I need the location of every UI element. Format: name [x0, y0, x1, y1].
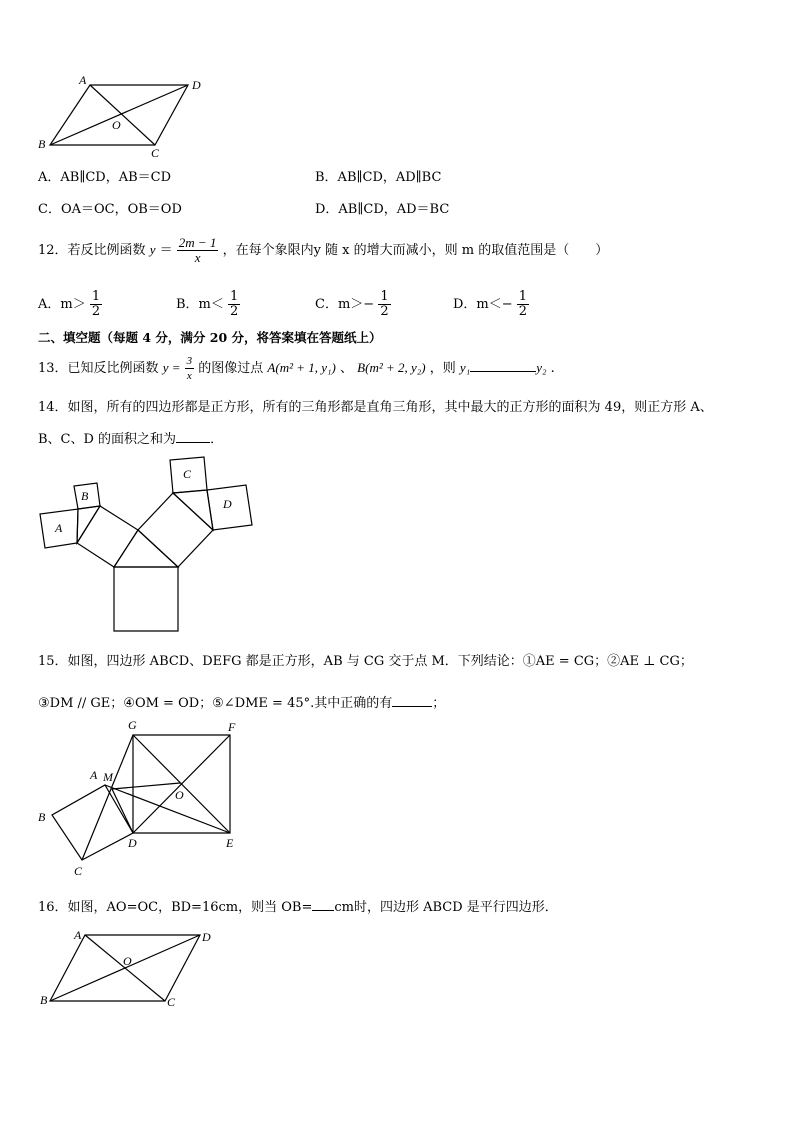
parallelogram-figure-q16	[30, 925, 230, 1010]
q14-line2	[38, 428, 223, 447]
q15-line2	[38, 692, 445, 711]
q12-option-b-label: B．m＜	[176, 297, 224, 312]
q13-question	[38, 354, 555, 383]
q12-option-b-den: 2	[230, 304, 239, 319]
q12-numerator: 2m − 1	[178, 235, 217, 250]
q12-option-c-label: C．m＞−	[315, 297, 375, 312]
q12-option-d	[453, 290, 529, 319]
q11-option-b: B．AB∥CD，AD∥BC	[315, 170, 442, 185]
label-D: D	[128, 836, 137, 850]
label-O: O	[175, 788, 184, 802]
label-F: F	[228, 720, 236, 734]
q13-then: ，则	[429, 361, 456, 376]
label-B: B	[38, 137, 46, 151]
q12-option-c-num: 1	[380, 289, 389, 304]
q12-option-a-den: 2	[91, 304, 101, 319]
q12-prefix: 12．若反比例函数	[38, 243, 146, 258]
q11-option-a: A．AB∥CD，AB＝CD	[38, 170, 172, 185]
q12-option-b	[176, 290, 240, 319]
label-O: O	[112, 118, 121, 132]
label-A: A	[90, 768, 98, 782]
q16-question	[38, 896, 558, 915]
parallelogram-figure-top	[30, 70, 220, 165]
squares-figure	[30, 715, 250, 890]
q12-option-b-num: 1	[230, 289, 239, 304]
q13-y2: y₂	[536, 360, 547, 375]
label-D: D	[202, 930, 211, 944]
label-C: C	[74, 864, 83, 878]
q16-post: cm时，四边形 ABCD 是平行四边形．	[334, 900, 558, 915]
q13-prefix: 13．已知反比例函数	[38, 361, 159, 376]
q15-line2-post: ；	[432, 696, 446, 711]
label-B: B	[81, 489, 89, 503]
q12-option-c-den: 2	[380, 304, 389, 319]
q13-answer-blank[interactable]	[470, 371, 536, 372]
q16-answer-blank[interactable]	[312, 910, 334, 911]
q12-option-d-den: 2	[518, 304, 528, 319]
q12-option-a-label: A．m＞	[38, 297, 86, 312]
q12-suffix: ，在每个象限内y 随 x 的增大而减小，则 m 的取值范围是（ ）	[222, 243, 609, 258]
label-E: E	[226, 836, 234, 850]
q13-mid: 的图像过点	[198, 361, 264, 376]
q13-sep: 、	[340, 361, 354, 376]
q13-den: x	[186, 370, 192, 382]
q12-y: y	[149, 242, 156, 257]
label-G: G	[128, 718, 137, 732]
q13-end: .	[550, 361, 555, 376]
q13-y1: y₁	[459, 360, 471, 375]
q14-answer-blank[interactable]	[176, 442, 210, 443]
q12-option-d-label: D．m＜−	[453, 297, 513, 312]
label-A: A	[79, 73, 87, 87]
label-D: D	[192, 78, 201, 92]
label-D: D	[223, 497, 232, 511]
label-B: B	[40, 993, 48, 1007]
q14-line2-post: ．	[210, 432, 224, 447]
label-C: C	[167, 995, 176, 1009]
pythagoras-tree-figure	[30, 450, 270, 640]
q12-option-a-num: 1	[91, 289, 101, 304]
q13-num: 3	[186, 355, 193, 367]
q15-line1: 15．如图，四边形 ABCD、DEFG 都是正方形，AB 与 CG 交于点 M．下列结论：①AE = CG；②AE ⊥ CG；	[38, 654, 693, 669]
q11-option-c: C．OA＝OC，OB＝OD	[38, 202, 182, 217]
q13-point-a: A(m² + 1, y₁)	[267, 360, 336, 375]
label-A: A	[55, 521, 63, 535]
q12-option-a	[38, 290, 102, 319]
q12-option-d-num: 1	[518, 289, 528, 304]
q11-option-d: D．AB∥CD，AD＝BC	[315, 202, 450, 217]
q16-pre: 16．如图，AO=OC，BD=16cm，则当 OB=	[38, 900, 313, 915]
q12-question	[38, 236, 608, 265]
q12-option-c	[315, 290, 391, 319]
label-A: A	[74, 928, 82, 942]
q12-denominator: x	[194, 250, 201, 265]
label-M: M	[103, 770, 113, 784]
label-O: O	[123, 954, 132, 968]
q12-eq: ＝	[159, 243, 173, 258]
q14-line1: 14．如图，所有的四边形都是正方形，所有的三角形都是直角三角形，其中最大的正方形的面积为 49，则正方形 A、	[38, 400, 713, 415]
q14-line2-pre: B、C、D 的面积之和为	[38, 432, 177, 447]
label-C: C	[183, 467, 192, 481]
section-heading: 二、填空题（每题 4 分，满分 20 分，将答案填在答题纸上）	[38, 330, 382, 345]
q15-line2-pre: ③DM // GE；④OM = OD；⑤∠DME = 45°.其中正确的有	[38, 696, 393, 711]
q13-yeq: y =	[162, 360, 181, 375]
q12-fraction	[177, 236, 219, 265]
label-B: B	[38, 810, 46, 824]
q15-answer-blank[interactable]	[392, 706, 432, 707]
q13-point-b: B(m² + 2, y₂)	[357, 360, 426, 375]
label-C: C	[151, 146, 160, 160]
